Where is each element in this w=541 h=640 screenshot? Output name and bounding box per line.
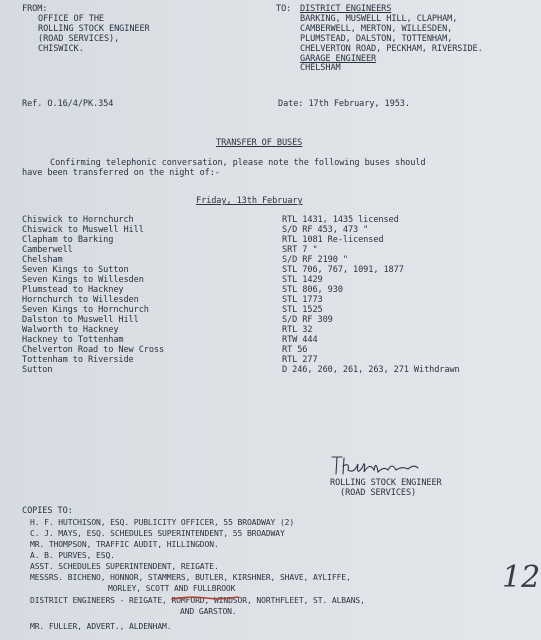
transfer-buses: RTL 32 xyxy=(282,325,313,335)
copy-recipient: MR. THOMPSON, TRAFFIC AUDIT, HILLINGDON. xyxy=(30,540,219,549)
to-line-1: DISTRICT ENGINEERS xyxy=(300,4,392,14)
transfer-buses: S/D RF 453, 473 " xyxy=(282,225,369,235)
transfer-route: Sutton xyxy=(22,365,53,375)
transfer-buses: S/D RF 309 xyxy=(282,315,333,325)
transfer-route: Walworth to Hackney xyxy=(22,325,119,335)
transfer-route: Chelverton Road to New Cross xyxy=(22,345,165,355)
copy-recipient: H. F. HUTCHISON, ESQ. PUBLICITY OFFICER, 55 BROADWAY (2) xyxy=(30,518,295,527)
transfer-route: Tottenham to Riverside xyxy=(22,355,134,365)
intro-line-2: have been transferred on the night of:- xyxy=(22,168,220,178)
transfer-route: Plumstead to Hackney xyxy=(22,285,124,295)
transfer-route: Chiswick to Muswell Hill xyxy=(22,225,144,235)
transfer-route: Hackney to Tottenham xyxy=(22,335,124,345)
copy-recipient: MESSRS. BICHENO, HONNOR, STAMMERS, BUTLER, KIRSHNER, SHAVE, AYLIFFE, xyxy=(30,573,351,582)
transfer-buses: SRT 7 " xyxy=(282,245,318,255)
transfer-buses: RTL 1081 Re-licensed xyxy=(282,235,384,245)
memo-title: TRANSFER OF BUSES xyxy=(216,138,303,148)
transfer-buses: STL 806, 930 xyxy=(282,285,343,295)
transfer-buses: RTL 1431, 1435 licensed xyxy=(282,215,399,225)
to-line-2: BARKING, MUSWELL HILL, CLAPHAM, xyxy=(300,14,458,24)
transfer-route: Chiswick to Hornchurch xyxy=(22,215,134,225)
transfer-buses: D 246, 260, 261, 263, 271 Withdrawn xyxy=(282,365,460,375)
copy-recipient: MORLEY, SCOTT AND FULLBROOK xyxy=(108,584,236,593)
signature-title-1: ROLLING STOCK ENGINEER xyxy=(330,478,442,488)
signature-title-2: (ROAD SERVICES) xyxy=(340,488,417,498)
to-line-6: GARAGE ENGINEER xyxy=(300,54,377,64)
transfer-route: Clapham to Barking xyxy=(22,235,114,245)
copy-recipient: ASST. SCHEDULES SUPERINTENDENT, REIGATE. xyxy=(30,562,219,571)
red-ink-underline xyxy=(170,594,240,602)
to-line-4: PLUMSTEAD, DALSTON, TOTTENHAM, xyxy=(300,34,453,44)
margin-note: 12 xyxy=(502,560,541,595)
date: Date: 17th February, 1953. xyxy=(278,99,410,109)
transfer-buses: RT 56 xyxy=(282,345,308,355)
transfer-route: Seven Kings to Sutton xyxy=(22,265,129,275)
transfer-route: Seven Kings to Willesden xyxy=(22,275,144,285)
from-line-4: CHISWICK. xyxy=(38,44,84,54)
copy-recipient: MR. FULLER, ADVERT., ALDENHAM. xyxy=(30,622,172,631)
transfer-buses: STL 706, 767, 1091, 1877 xyxy=(282,265,404,275)
transfer-route: Hornchurch to Willesden xyxy=(22,295,139,305)
transfer-buses: RTW 444 xyxy=(282,335,318,345)
transfer-route: Camberwell xyxy=(22,245,73,255)
copy-recipient: A. B. PURVES, ESQ. xyxy=(30,551,115,560)
copy-recipient: C. J. MAYS, ESQ. SCHEDULES SUPERINTENDENT, 55 BROADWAY xyxy=(30,529,285,538)
handwritten-signature xyxy=(328,454,424,478)
transfer-route: Seven Kings to Hornchurch xyxy=(22,305,149,315)
to-line-3: CAMBERWELL, MERTON, WILLESDEN, xyxy=(300,24,453,34)
transfer-day: Friday, 13th February xyxy=(196,196,303,206)
copy-recipient: AND GARSTON. xyxy=(180,607,237,616)
copies-label: COPIES TO: xyxy=(22,506,73,516)
reference: Ref. O.16/4/PK.354 xyxy=(22,99,114,109)
transfer-buses: STL 1773 xyxy=(282,295,323,305)
copy-recipient: DISTRICT ENGINEERS - REIGATE, ROMFORD, WINDSOR, NORTHFLEET, ST. ALBANS, xyxy=(30,596,365,605)
from-line-3: (ROAD SERVICES), xyxy=(38,34,120,44)
transfer-buses: STL 1525 xyxy=(282,305,323,315)
to-line-7: CHELSHAM xyxy=(300,63,341,73)
intro-line-1: Confirming telephonic conversation, please note the following buses should xyxy=(50,158,426,168)
to-label: TO: xyxy=(276,4,292,14)
transfer-route: Chelsham xyxy=(22,255,63,265)
from-line-1: OFFICE OF THE xyxy=(38,14,104,24)
from-line-2: ROLLING STOCK ENGINEER xyxy=(38,24,150,34)
to-line-5: CHELVERTON ROAD, PECKHAM, RIVERSIDE. xyxy=(300,44,483,54)
from-label: FROM: xyxy=(22,4,48,14)
transfer-buses: STL 1429 xyxy=(282,275,323,285)
transfer-route: Dalston to Muswell Hill xyxy=(22,315,139,325)
transfer-buses: RTL 277 xyxy=(282,355,318,365)
transfer-buses: S/D RF 2190 " xyxy=(282,255,348,265)
